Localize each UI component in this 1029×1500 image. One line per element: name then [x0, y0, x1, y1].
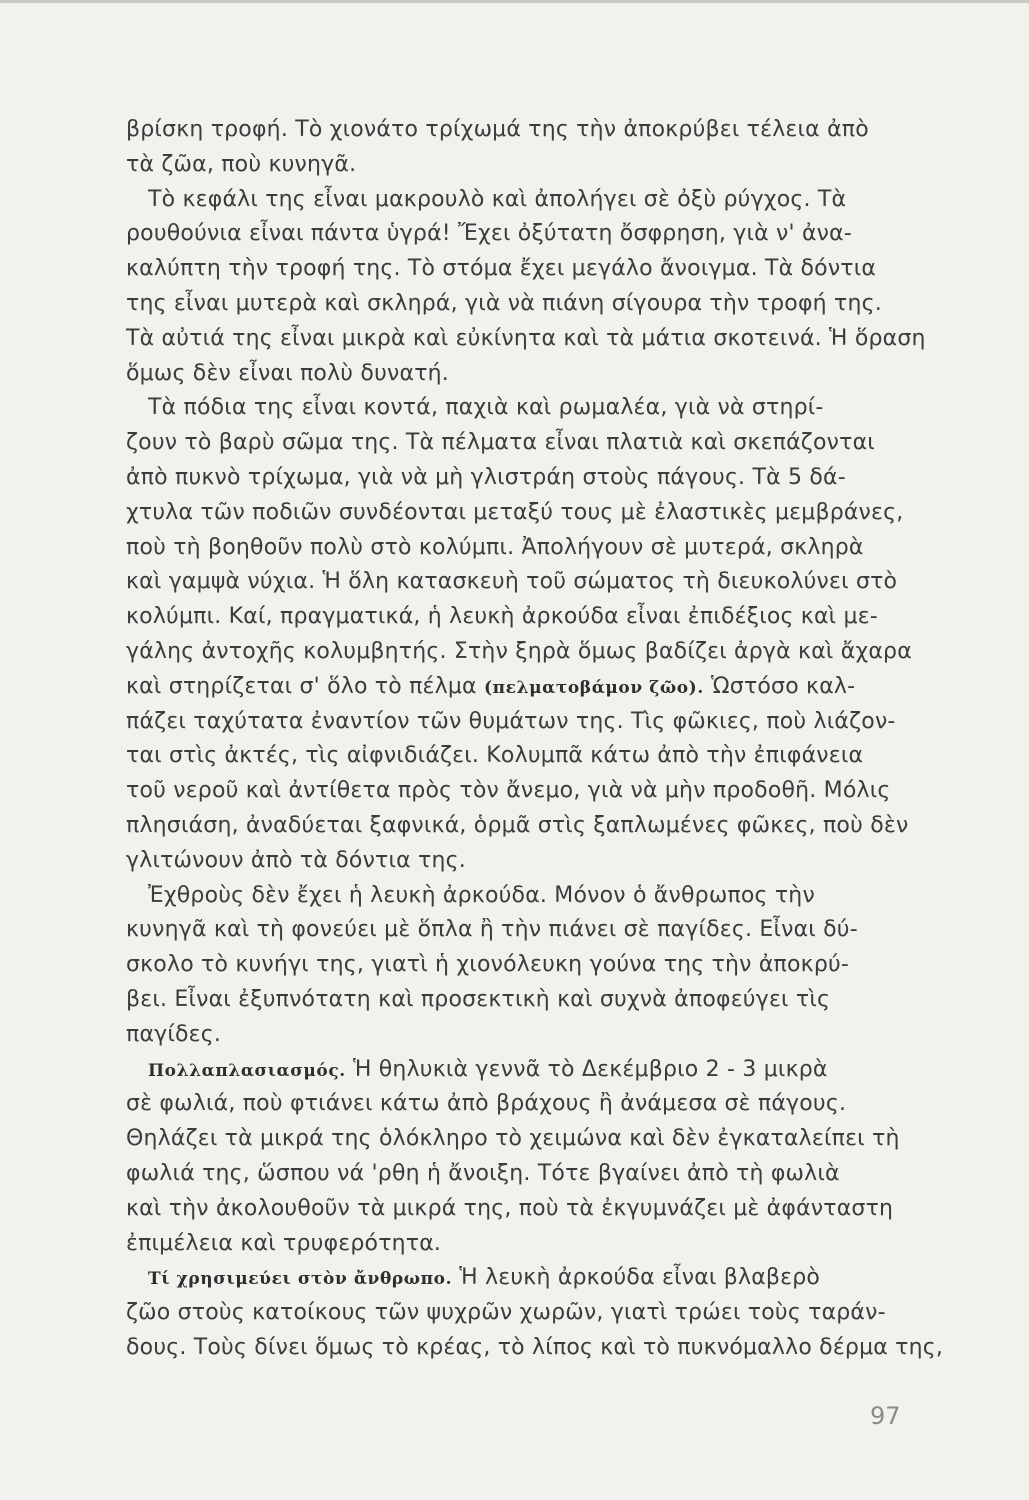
- text-segment: Ὡστόσο καλ-: [711, 673, 856, 699]
- text-line: ται στὶς ἀκτές, τὶς αἰφνιδιάζει. Κολυμπᾶ κάτω ἀπὸ τὴν ἐπιφάνεια: [126, 743, 864, 769]
- text-line: καὶ γαμψὰ νύχια. Ἡ ὅλη κατασκευὴ τοῦ σώματος τὴ διευκολύνει στὸ: [126, 569, 898, 595]
- text-line: της εἶναι μυτερὰ καὶ σκληρά, γιὰ νὰ πιάνη σίγουρα τὴν τροφή της.: [126, 290, 882, 316]
- text-line: δους. Τοὺς δίνει ὅμως τὸ κρέας, τὸ λίπος καὶ τὸ πυκνόμαλλο δέρμα της,: [126, 1334, 944, 1360]
- page-number: 97: [870, 1402, 901, 1430]
- section-heading-line: [126, 1053, 906, 1088]
- text-segment: Ἡ λευκὴ ἀρκούδα εἶναι βλαβερὸ: [459, 1265, 821, 1291]
- text-line: γάλης ἀντοχῆς κολυμβητής. Στὴν ξηρὰ ὅμως βαδίζει ἀργὰ καὶ ἄχαρα: [126, 638, 912, 664]
- text-line: παγίδες.: [126, 1021, 222, 1047]
- text-line: καὶ τὴν ἀκολουθοῦν τὰ μικρά της, ποὺ τὰ ἐκγυμνάζει μὲ ἀφάνταστη: [126, 1195, 894, 1221]
- heading-reproduction: Πολλαπλασιασμός.: [148, 1060, 346, 1081]
- text-line: ἀπὸ πυκνὸ τρίχωμα, γιὰ νὰ μὴ γλιστράη στοὺς πάγους. Τὰ 5 δά-: [126, 464, 846, 490]
- heading-usefulness: Τί χρησιμεύει στὸν ἄνθρωπο.: [148, 1269, 453, 1290]
- paragraph-start-line: Τὰ πόδια της εἶναι κοντά, παχιὰ καὶ ρωμαλέα, γιὰ νὰ στηρί-: [148, 395, 824, 421]
- text-line: ζουν τὸ βαρὺ σῶμα της. Τὰ πέλματα εἶναι πλατιὰ καὶ σκεπάζονται: [126, 430, 875, 456]
- body-text: [126, 113, 944, 1366]
- text-line: γλιτώνουν ἀπὸ τὰ δόντια της.: [126, 847, 466, 873]
- paragraph-start-line: Τὸ κεφάλι της εἶναι μακρουλὸ καὶ ἀπολήγει σὲ ὀξὺ ρύγχος. Τὰ: [148, 186, 847, 212]
- text-line: ὅμως δὲν εἶναι πολὺ δυνατή.: [126, 360, 449, 386]
- text-line: σὲ φωλιά, ποὺ φτιάνει κάτω ἀπὸ βράχους ἢ ἀνάμεσα σὲ πάγους.: [126, 1091, 847, 1117]
- text-line: Θηλάζει τὰ μικρά της ὁλόκληρο τὸ χειμώνα καὶ δὲν ἐγκαταλείπει τὴ: [126, 1126, 900, 1152]
- text-line: ρουθούνια εἶναι πάντα ὑγρά! Ἔχει ὀξύτατη ὄσφρηση, γιὰ ν' ἀνα-: [126, 221, 853, 247]
- text-segment: καὶ στηρίζεται σ' ὅλο τὸ πέλμα: [126, 673, 477, 699]
- text-line: κολύμπι. Καί, πραγματικά, ἡ λευκὴ ἀρκούδα εἶναι ἐπιδέξιος καὶ με-: [126, 604, 878, 630]
- text-line: πάζει ταχύτατα ἐναντίον τῶν θυμάτων της. Τὶς φῶκιες, ποὺ λιάζον-: [126, 708, 896, 734]
- text-line: βρίσκη τροφή. Τὸ χιονάτο τρίχωμά της τὴν ἀποκρύβει τέλεια ἀπὸ: [126, 117, 869, 142]
- text-line: τοῦ νεροῦ καὶ ἀντίθετα πρὸς τὸν ἄνεμο, γιὰ νὰ μὴν προδοθῆ. Μόλις: [126, 778, 891, 804]
- text-line: σκολο τὸ κυνήγι της, γιατὶ ἡ χιονόλευκη γούνα της τὴν ἀποκρύ-: [126, 952, 850, 978]
- text-segment: Ἡ θηλυκιὰ γεννᾶ τὸ Δεκέμβριο 2 - 3 μικρὰ: [353, 1056, 828, 1082]
- text-line: κυνηγᾶ καὶ τὴ φονεύει μὲ ὅπλα ἢ τὴν πιάνει σὲ παγίδες. Εἶναι δύ-: [126, 917, 858, 943]
- text-line: ἐπιμέλεια καὶ τρυφερότητα.: [126, 1230, 442, 1256]
- text-line: Τὰ αὐτιά της εἶναι μικρὰ καὶ εὐκίνητα καὶ τὰ μάτια σκοτεινά. Ἡ ὅραση: [126, 325, 926, 351]
- text-line-with-term: [126, 670, 906, 705]
- paragraph-start-line: Ἐχθροὺς δὲν ἔχει ἡ λευκὴ ἀρκούδα. Μόνον ὁ ἄνθρωπος τὴν: [148, 882, 815, 908]
- text-line: τὰ ζῶα, ποὺ κυνηγᾶ.: [126, 151, 357, 177]
- term-pelmatovamon: (πελματοβάμον ζῶο).: [483, 677, 704, 698]
- text-line: πλησιάση, ἀναδύεται ξαφνικά, ὁρμᾶ στὶς ξαπλωμένες φῶκες, ποὺ δὲν: [126, 812, 909, 838]
- page-top-edge: [0, 0, 1029, 3]
- text-line: χτυλα τῶν ποδιῶν συνδέονται μεταξύ τους μὲ ἐλαστικὲς μεμβράνες,: [126, 499, 904, 525]
- text-line: ζῶο στοὺς κατοίκους τῶν ψυχρῶν χωρῶν, γιατὶ τρώει τοὺς ταράν-: [126, 1300, 886, 1326]
- section-heading-line: [126, 1261, 906, 1296]
- text-line: φωλιά της, ὥσπου νά 'ρθη ἡ ἄνοιξη. Τότε βγαίνει ἀπὸ τὴ φωλιὰ: [126, 1160, 840, 1186]
- text-line: ποὺ τὴ βοηθοῦν πολὺ στὸ κολύμπι. Ἀπολήγουν σὲ μυτερά, σκληρὰ: [126, 534, 864, 560]
- text-line: βει. Εἶναι ἐξυπνότατη καὶ προσεκτικὴ καὶ συχνὰ ἀποφεύγει τὶς: [126, 986, 831, 1012]
- text-line: καλύπτη τὴν τροφή της. Τὸ στόμα ἔχει μεγάλο ἄνοιγμα. Τὰ δόντια: [126, 256, 877, 282]
